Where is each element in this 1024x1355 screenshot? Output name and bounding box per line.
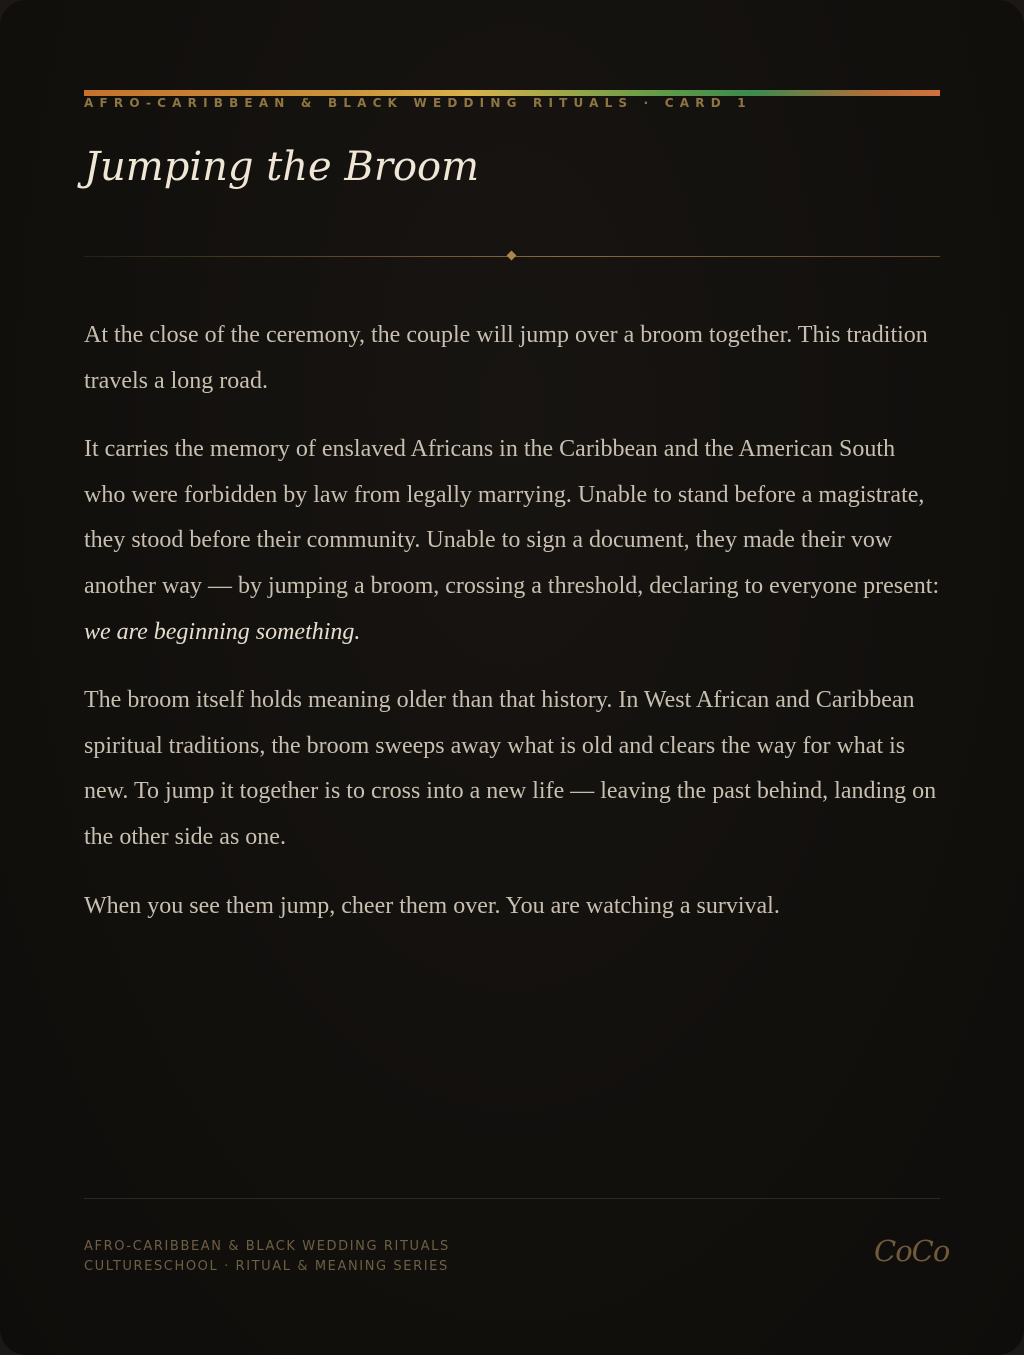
coco-logo: CoCo xyxy=(874,1234,950,1268)
footer-line-series: AFRO-CARIBBEAN & BLACK WEDDING RITUALS xyxy=(84,1239,450,1254)
body-paragraph-2 xyxy=(84,427,940,655)
footer-text xyxy=(84,1237,450,1277)
card-body xyxy=(84,313,940,952)
footer-line-publisher: CULTURESCHOOL · RITUAL & MEANING SERIES xyxy=(84,1259,449,1274)
body-paragraph-2-emphasis: we are beginning something. xyxy=(84,618,361,645)
series-label: AFRO-CARIBBEAN & BLACK WEDDING RITUALS · CARD 1 xyxy=(84,96,752,110)
card-title: Jumping the Broom xyxy=(84,144,480,190)
diamond-ornament-icon xyxy=(507,251,517,261)
body-paragraph-4: When you see them jump, cheer them over. You are watching a survival. xyxy=(84,892,780,919)
body-paragraph-2-text: It carries the memory of enslaved Africans in the Caribbean and the American South who were forbidden by law from legally marrying. Unable to stand before a magistrate, they stood before their community. Unable to sign a document, they made their vow another way — by jumping a broom, crossing a threshold, declaring to everyone present: xyxy=(84,436,940,599)
body-paragraph-3: The broom itself holds meaning older than that history. In West African and Caribbean spiritual traditions, the broom sweeps away what is old and clears the way for what is new. To jump it together is to cross into a new life — leaving the past behind, landing on the other side as one. xyxy=(84,687,937,850)
body-paragraph-1: At the close of the ceremony, the couple will jump over a broom together. This tradition travels a long road. xyxy=(84,322,928,394)
footer-divider xyxy=(84,1198,940,1199)
